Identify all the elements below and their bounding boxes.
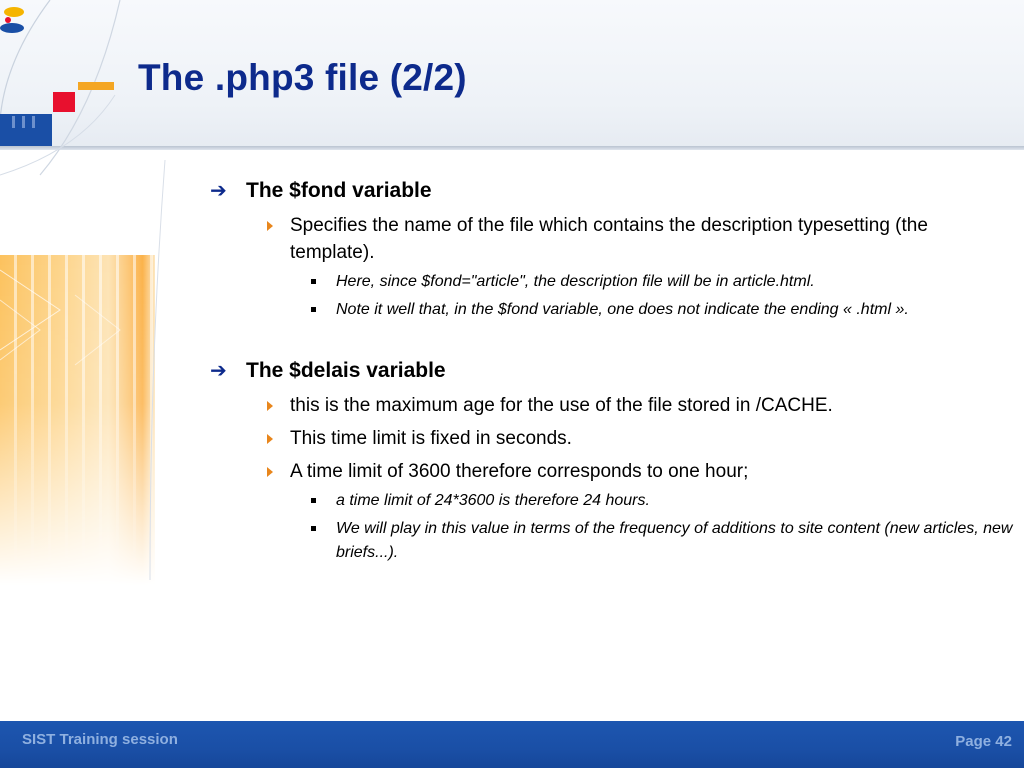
heading-text: The $delais variable <box>246 359 446 382</box>
section-delais <box>208 356 1016 565</box>
sub-bullet-text: Here, since $fond="article", the description file will be in article.html. <box>336 273 815 290</box>
sub-bullet-item <box>208 489 1016 513</box>
arrow-right-icon: ➔ <box>210 360 227 382</box>
sub-bullet-text: Note it well that, in the $fond variable, one does not indicate the ending « .html ». <box>336 301 909 318</box>
sub-bullet-item <box>208 517 1016 565</box>
bullet-text: This time limit is fixed in seconds. <box>290 428 572 449</box>
heading-text: The $fond variable <box>246 179 432 202</box>
bullet-item <box>208 392 1016 419</box>
footer-session-label: SIST Training session <box>22 731 178 748</box>
sub-bullet-item <box>208 270 1016 294</box>
square-bullet-icon <box>311 279 316 284</box>
square-bullet-icon <box>311 307 316 312</box>
bullet-item <box>208 425 1016 452</box>
header-divider <box>0 146 1024 150</box>
section-fond <box>208 176 1016 322</box>
section-heading <box>208 356 1016 386</box>
page-number: Page 42 <box>955 733 1012 750</box>
slide-content <box>208 176 1016 565</box>
sub-bullet-text: a time limit of 24*3600 is therefore 24 hours. <box>336 492 650 509</box>
square-bullet-icon <box>311 526 316 531</box>
bullet-text: A time limit of 3600 therefore corresponds to one hour; <box>290 461 749 482</box>
orange-side-stripes <box>0 255 155 585</box>
sub-bullet-item <box>208 298 1016 322</box>
bullet-text: this is the maximum age for the use of the file stored in /CACHE. <box>290 395 833 416</box>
triangle-right-icon <box>267 401 273 411</box>
bullet-item <box>208 212 1016 266</box>
triangle-right-icon <box>267 434 273 444</box>
slide-title: The .php3 file (2/2) <box>138 57 467 98</box>
bullet-item <box>208 458 1016 485</box>
sub-bullet-text: We will play in this value in terms of the frequency of additions to site content (new articles, new briefs...). <box>336 520 1013 561</box>
triangle-right-icon <box>267 221 273 231</box>
bullet-text: Specifies the name of the file which contains the description typesetting (the template). <box>290 215 928 263</box>
arrow-right-icon: ➔ <box>210 180 227 202</box>
footer-bar <box>0 721 1024 768</box>
section-heading <box>208 176 1016 206</box>
square-bullet-icon <box>311 498 316 503</box>
triangle-right-icon <box>267 467 273 477</box>
